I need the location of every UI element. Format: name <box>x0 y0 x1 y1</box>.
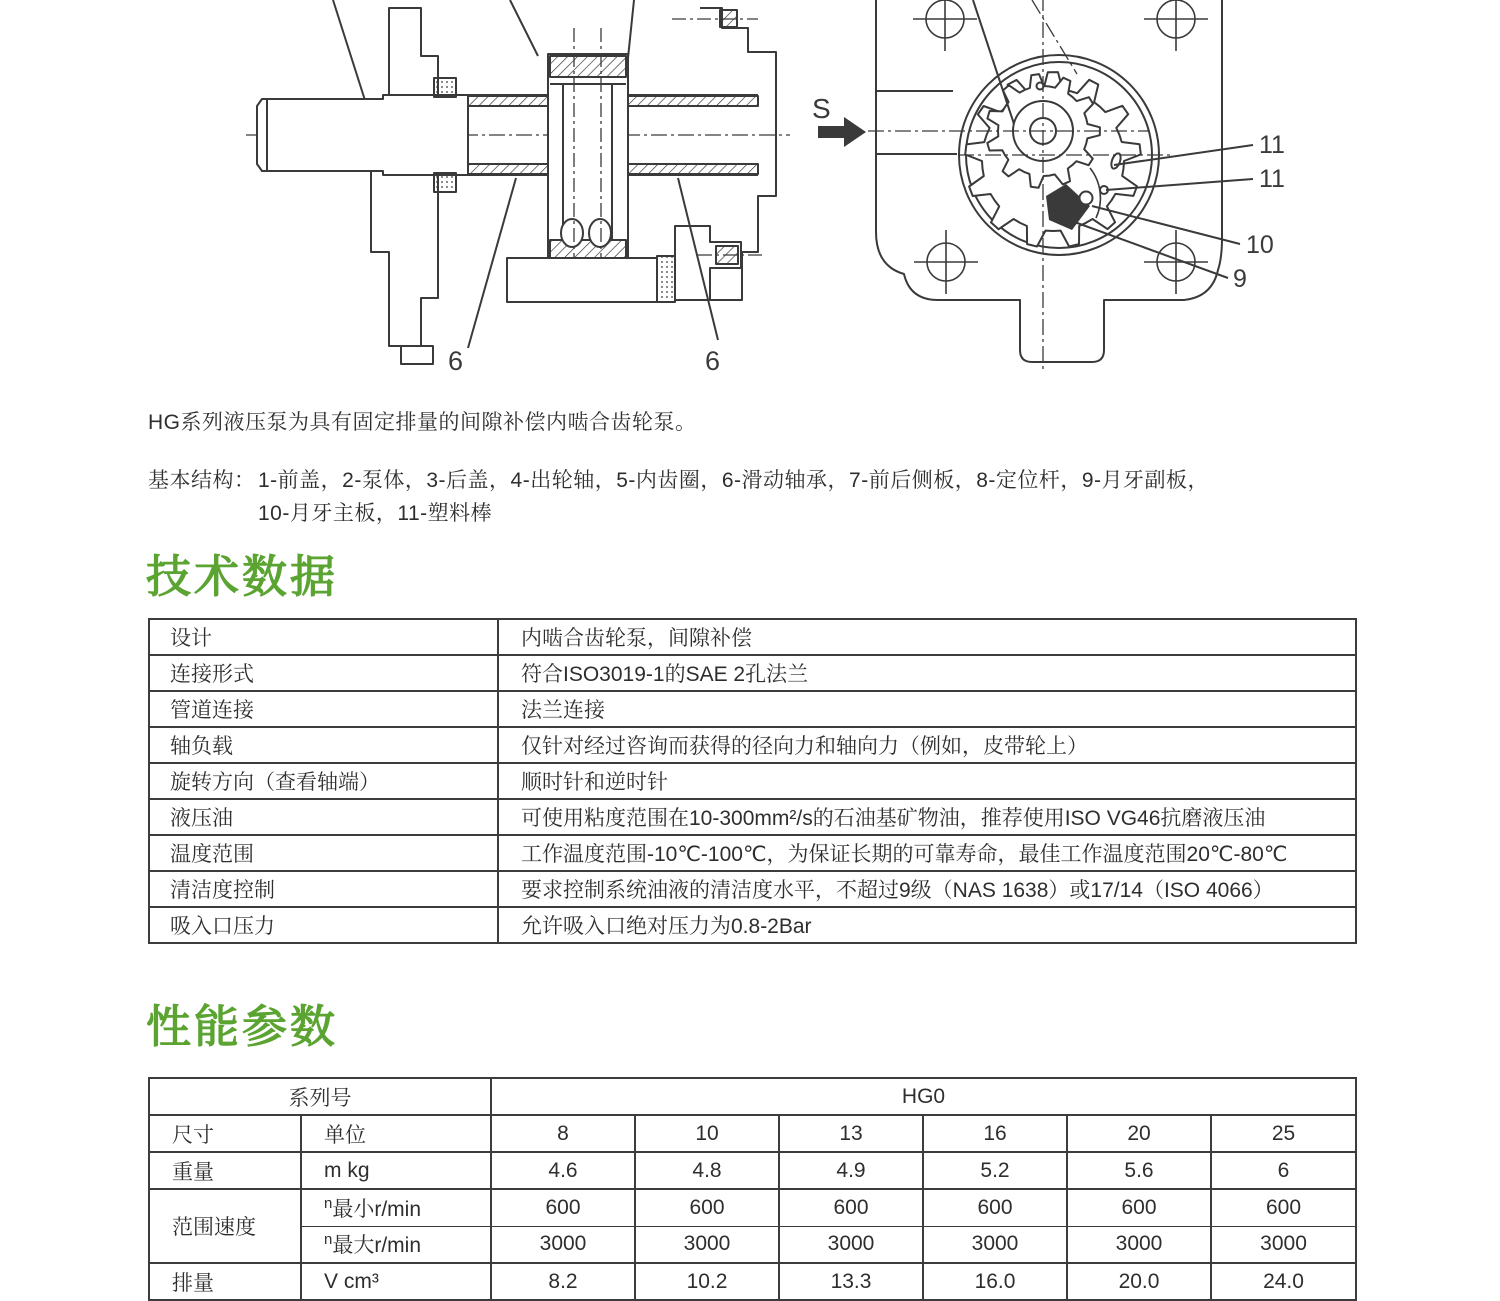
speed-max-unit <box>301 1226 491 1263</box>
section-label-6-right: 6 <box>705 346 721 376</box>
technical-data-table <box>148 618 1357 944</box>
tech-label: 管道连接 <box>149 691 498 727</box>
speed-max-value: 3000 <box>923 1226 1067 1263</box>
structure-line-2: 10-月牙主板，11-塑料棒 <box>258 502 493 525</box>
table-row <box>149 799 1356 835</box>
speed-min-value: 600 <box>635 1189 779 1226</box>
tech-value: 要求控制系统油液的清洁度水平，不超过9级（NAS 1638）或17/14（ISO 4066） <box>498 871 1356 907</box>
size-value: 25 <box>1211 1115 1356 1152</box>
table-row <box>149 763 1356 799</box>
table-row <box>149 871 1356 907</box>
speed-min-unit <box>301 1189 491 1226</box>
unit-header: 单位 <box>301 1115 491 1152</box>
size-header: 尺寸 <box>149 1115 301 1152</box>
intro-description: HG系列液压泵为具有固定排量的间隙补偿内啮合齿轮泵。 <box>148 411 697 434</box>
size-value: 20 <box>1067 1115 1211 1152</box>
performance-params-heading: 性能参数 <box>146 1001 339 1052</box>
speed-min-value: 600 <box>1211 1189 1356 1226</box>
size-value: 8 <box>491 1115 635 1152</box>
performance-table <box>148 1077 1357 1301</box>
displacement-label: 排量 <box>149 1263 301 1300</box>
speed-min-value: 600 <box>923 1189 1067 1226</box>
displacement-value: 20.0 <box>1067 1263 1211 1300</box>
tech-value: 允许吸入口绝对压力为0.8-2Bar <box>498 907 1356 943</box>
speed-max-value: 3000 <box>779 1226 923 1263</box>
displacement-unit: V cm³ <box>301 1263 491 1300</box>
front-view-drawing <box>818 0 1253 372</box>
part-label-9: 9 <box>1233 265 1247 293</box>
table-row <box>149 907 1356 943</box>
table-row <box>149 655 1356 691</box>
table-row <box>149 691 1356 727</box>
speed-min-value: 600 <box>491 1189 635 1226</box>
series-value: HG0 <box>491 1078 1356 1115</box>
section-label-6-left: 6 <box>448 346 464 376</box>
speed-max-value: 3000 <box>635 1226 779 1263</box>
speed-max-value: 3000 <box>1067 1226 1211 1263</box>
tech-value: 符合ISO3019-1的SAE 2孔法兰 <box>498 655 1356 691</box>
speed-range-label: 范围速度 <box>149 1189 301 1263</box>
weight-value: 4.8 <box>635 1152 779 1189</box>
displacement-value: 13.3 <box>779 1263 923 1300</box>
structure-label: 基本结构： <box>148 469 256 492</box>
size-value: 16 <box>923 1115 1067 1152</box>
series-header: 系列号 <box>149 1078 491 1115</box>
displacement-value: 16.0 <box>923 1263 1067 1300</box>
part-label-11b: 11 <box>1259 165 1285 193</box>
speed-min-unit-label: 最小r/min <box>332 1197 422 1221</box>
port-label-s: S <box>812 93 831 124</box>
section-view-drawing <box>246 0 790 364</box>
speed-max-value: 3000 <box>1211 1226 1356 1263</box>
table-row <box>149 1189 1356 1226</box>
structure-description <box>148 464 1209 530</box>
part-label-10: 10 <box>1246 231 1274 259</box>
weight-unit: m kg <box>301 1152 491 1189</box>
table-row <box>149 1226 1356 1263</box>
weight-value: 5.2 <box>923 1152 1067 1189</box>
tech-label: 吸入口压力 <box>149 907 498 943</box>
technical-data-heading: 技术数据 <box>146 551 339 602</box>
size-value: 10 <box>635 1115 779 1152</box>
tech-label: 温度范围 <box>149 835 498 871</box>
table-row <box>149 1078 1356 1115</box>
structure-line-1: 1-前盖，2-泵体，3-后盖，4-出轮轴，5-内齿圈，6-滑动轴承，7-前后侧板，8-定位杆，9-月牙副板， <box>258 469 1210 492</box>
tech-value: 法兰连接 <box>498 691 1356 727</box>
tech-label: 轴负载 <box>149 727 498 763</box>
table-row <box>149 1152 1356 1189</box>
tech-value: 内啮合齿轮泵，间隙补偿 <box>498 619 1356 655</box>
speed-max-unit-label: 最大r/min <box>332 1234 422 1258</box>
weight-value: 4.6 <box>491 1152 635 1189</box>
speed-max-sup: n <box>324 1231 333 1249</box>
tech-label: 旋转方向（查看轴端） <box>149 763 498 799</box>
tech-value: 工作温度范围-10℃-100℃，为保证长期的可靠寿命，最佳工作温度范围20℃-80℃ <box>498 835 1356 871</box>
weight-value: 4.9 <box>779 1152 923 1189</box>
speed-min-value: 600 <box>779 1189 923 1226</box>
weight-value: 6 <box>1211 1152 1356 1189</box>
speed-min-sup: n <box>324 1194 333 1212</box>
tech-value: 顺时针和逆时针 <box>498 763 1356 799</box>
tech-value: 仅针对经过咨询而获得的径向力和轴向力（例如，皮带轮上） <box>498 727 1356 763</box>
weight-label: 重量 <box>149 1152 301 1189</box>
displacement-value: 10.2 <box>635 1263 779 1300</box>
table-row <box>149 727 1356 763</box>
part-label-11a: 11 <box>1259 131 1285 159</box>
speed-min-value: 600 <box>1067 1189 1211 1226</box>
tech-value: 可使用粘度范围在10-300mm²/s的石油基矿物油，推荐使用ISO VG46抗磨液压油 <box>498 799 1356 835</box>
displacement-value: 24.0 <box>1211 1263 1356 1300</box>
tech-label: 设计 <box>149 619 498 655</box>
pump-technical-drawings <box>0 0 1500 385</box>
weight-value: 5.6 <box>1067 1152 1211 1189</box>
speed-max-value: 3000 <box>491 1226 635 1263</box>
table-row <box>149 619 1356 655</box>
tech-label: 连接形式 <box>149 655 498 691</box>
table-row <box>149 1115 1356 1152</box>
table-row <box>149 1263 1356 1300</box>
size-value: 13 <box>779 1115 923 1152</box>
tech-label: 液压油 <box>149 799 498 835</box>
table-row <box>149 835 1356 871</box>
tech-label: 清洁度控制 <box>149 871 498 907</box>
displacement-value: 8.2 <box>491 1263 635 1300</box>
